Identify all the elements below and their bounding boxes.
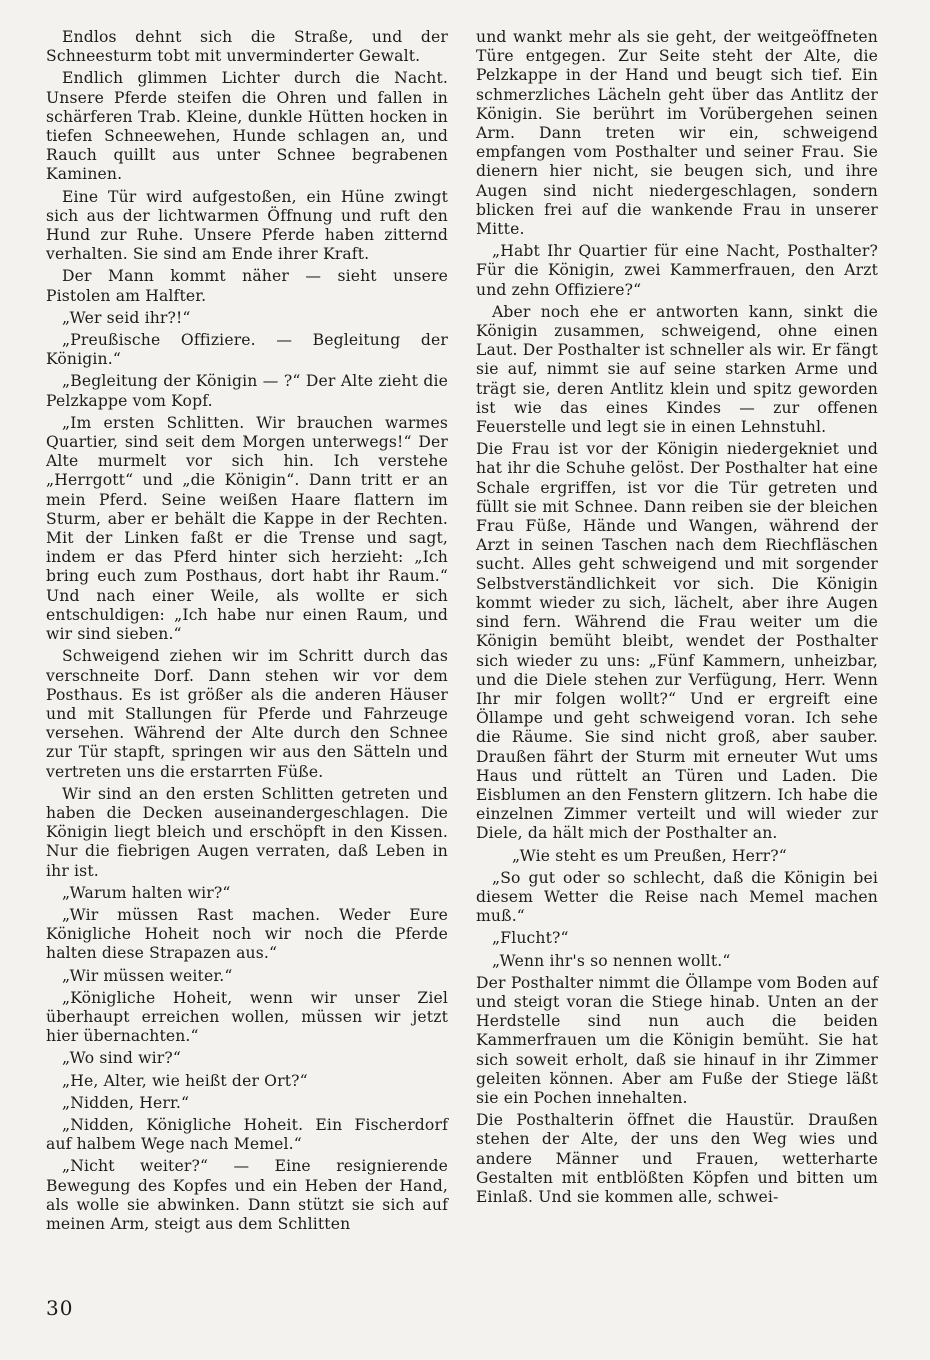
paragraph: „Wo sind wir?“ [62, 1049, 182, 1068]
page-number: 30 [46, 1296, 74, 1320]
paragraph: Endlich glimmen Lichter durch die Nacht. Unsere Pferde steifen die Ohren und fallen in schärferen Trab. Kleine, dunkle Hütten hocken in tiefen Schneewehen, Hunde schlagen an, und Rauch quillt aus unter Schnee begrabenen Kaminen. [46, 69, 448, 184]
paragraph: „Begleitung der Königin — ?“ Der Alte zieht die Pelzkappe vom Kopf. [46, 372, 448, 410]
paragraph: „Habt Ihr Quartier für eine Nacht, Posthalter? Für die Königin, zwei Kammerfrauen, den Arzt und zehn Offiziere?“ [476, 242, 878, 299]
paragraph: Der Mann kommt näher — sieht unsere Pistolen am Halfter. [46, 267, 448, 305]
paragraph: Wir sind an den ersten Schlitten getreten und haben die Decken auseinandergeschlagen. Die Königin liegt bleich und erschöpft in den Kissen. Nur die fiebrigen Augen verraten, daß Leben in ihr ist. [46, 784, 448, 880]
paragraph: „Wenn ihr's so nennen wollt.“ [492, 951, 731, 970]
paragraph: Die Frau ist vor der Königin niedergekniet und hat ihr die Schuhe gelöst. Der Posthalter hat eine Schale ergriffen, ist vor die Tür getreten und füllt sie mit Schnee. Dann reiben sie der bleichen Frau Füße, Hände und Wangen, während der Arzt in seinen Taschen nach dem Riechfläschen sucht. Alles geht schweigend und mit sorgender Selbstverständlichkeit vor sich. Die Königin kommt wieder zu sich, lächelt, aber ihre Augen sind fern. Während die Frau weiter um die Königin bemüht bleibt, wendet der Posthalter sich wieder zu uns: „Fünf Kammern, unheizbar, und die Diele stehen zur Verfügung, Herr. Wenn Ihr mir folgen wollt?“ Und er ergreift eine Öllampe und geht schweigend voran. Ich sehe die Räume. Sie sind nicht groß, aber sauber. Draußen fährt der Sturm mit erneuter Wut ums Haus und rüttelt an Türen und Laden. Die Eisblumen an den Fenstern glitzern. Ich habe die einzelnen Zimmer verteilt und will wieder zur Diele, da hält mich der Posthalter an. [476, 440, 878, 843]
paragraph: „Wie steht es um Preußen, Herr?“ [512, 846, 787, 865]
paragraph: Schweigend ziehen wir im Schritt durch das verschneite Dorf. Dann stehen wir vor dem Posthaus. Es ist größer als die anderen Häuser und mit Stallungen für Pferde und Fahrzeuge versehen. Während der Alte durch den Schnee zur Tür stapft, springen wir aus den Sätteln und vertreten uns die erstarrten Füße. [46, 647, 448, 781]
right-column [476, 28, 878, 1210]
paragraph: „Königliche Hoheit, wenn wir unser Ziel überhaupt erreichen wollen, müssen wir jetzt hier übernachten.“ [46, 988, 448, 1046]
paragraph: Die Posthalterin öffnet die Haustür. Draußen stehen der Alte, der uns den Weg wies und andere Männer und Frauen, wetterharte Gestalten mit entblößten Köpfen und bitten um Einlaß. Und sie kommen alle, schwei- [476, 1111, 878, 1206]
paragraph: „Nidden, Herr.“ [62, 1093, 190, 1112]
paragraph: und wankt mehr als sie geht, der weitgeöffneten Türe entgegen. Zur Seite steht der Alte, die Pelzkappe in der Hand und beugt sich tief. Ein schmerzliches Lächeln geht über das Antlitz der Königin. Sie berührt im Vorübergehen seinen Arm. Dann treten wir ein, schweigend empfangen vom Posthalter und seiner Frau. Sie dienern hier nicht, sie beugen sich, und ihre Augen sind nicht niedergeschlagen, sondern blicken frei auf die wankende Frau in unserer Mitte. [476, 28, 878, 239]
paragraph: „Wir müssen Rast machen. Weder Eure Königliche Hoheit noch wir noch die Pferde halten diese Strapazen aus.“ [46, 905, 448, 963]
paragraph: „Nicht weiter?“ — Eine resignierende Bewegung des Kopfes und ein Heben der Hand, als wolle sie abwinken. Dann stützt sie sich auf meinen Arm, steigt aus dem Schlitten [46, 1157, 448, 1233]
paragraph: „Im ersten Schlitten. Wir brauchen warmes Quartier, sind seit dem Morgen unterwegs!“ Der Alte murmelt vor sich hin. Ich verstehe „Herrgott“ und „die Königin“. Dann tritt er an mein Pferd. Seine weißen Haare flattern im Sturm, aber er behält die Kappe in der Rechten. Mit der Linken faßt er die Trense und sagt, indem er das Pferd hinter sich herzieht: „Ich bring euch zum Posthaus, dort habt ihr Raum.“ Und nach einer Weile, als wollte er sich entschuldigen: „Ich habe nur einen Raum, und wir sind sieben.“ [46, 413, 448, 644]
paragraph: „So gut oder so schlecht, daß die Königin bei diesem Wetter die Reise nach Memel machen muß.“ [476, 868, 878, 926]
paragraph: „Nidden, Königliche Hoheit. Ein Fischerdorf auf halbem Wege nach Memel.“ [46, 1115, 448, 1154]
left-column [46, 28, 448, 1237]
paragraph: „Wir müssen weiter.“ [62, 966, 233, 985]
paragraph: Aber noch ehe er antworten kann, sinkt die Königin zusammen, schweigend, ohne einen Laut. Der Posthalter ist schneller als wir. Er fängt sie auf, nimmt sie auf seine starken Arme und trägt sie, deren Antlitz klein und spitz geworden ist wie das eines Kindes — zur offenen Feuerstelle und legt sie in einen Lehnstuhl. [476, 302, 878, 437]
paragraph: Endlos dehnt sich die Straße, und der Schneesturm tobt mit unverminderter Gewalt. [46, 28, 448, 66]
paragraph: „Flucht?“ [492, 929, 569, 948]
paragraph: „Preußische Offiziere. — Begleitung der Königin.“ [46, 331, 448, 369]
paragraph: „Warum halten wir?“ [62, 883, 231, 902]
paragraph: „He, Alter, wie heißt der Ort?“ [62, 1071, 308, 1090]
paragraph: Der Posthalter nimmt die Öllampe vom Boden auf und steigt voran die Stiege hinab. Unten an der Herdstelle sind nun auch die beiden Kammerfrauen um die Königin bemüht. Sie hat sich soweit erholt, daß sie hinauf in ihr Zimmer geleiten können. Aber am Fuße der Stiege läßt sie ein Pochen innehalten. [476, 973, 878, 1107]
paragraph: Eine Tür wird aufgestoßen, ein Hüne zwingt sich aus der lichtwarmen Öffnung und ruft den Hund zur Ruhe. Unsere Pferde haben zitternd verhalten. Sie sind am Ende ihrer Kraft. [46, 187, 448, 264]
paragraph: „Wer seid ihr?!“ [62, 308, 191, 327]
